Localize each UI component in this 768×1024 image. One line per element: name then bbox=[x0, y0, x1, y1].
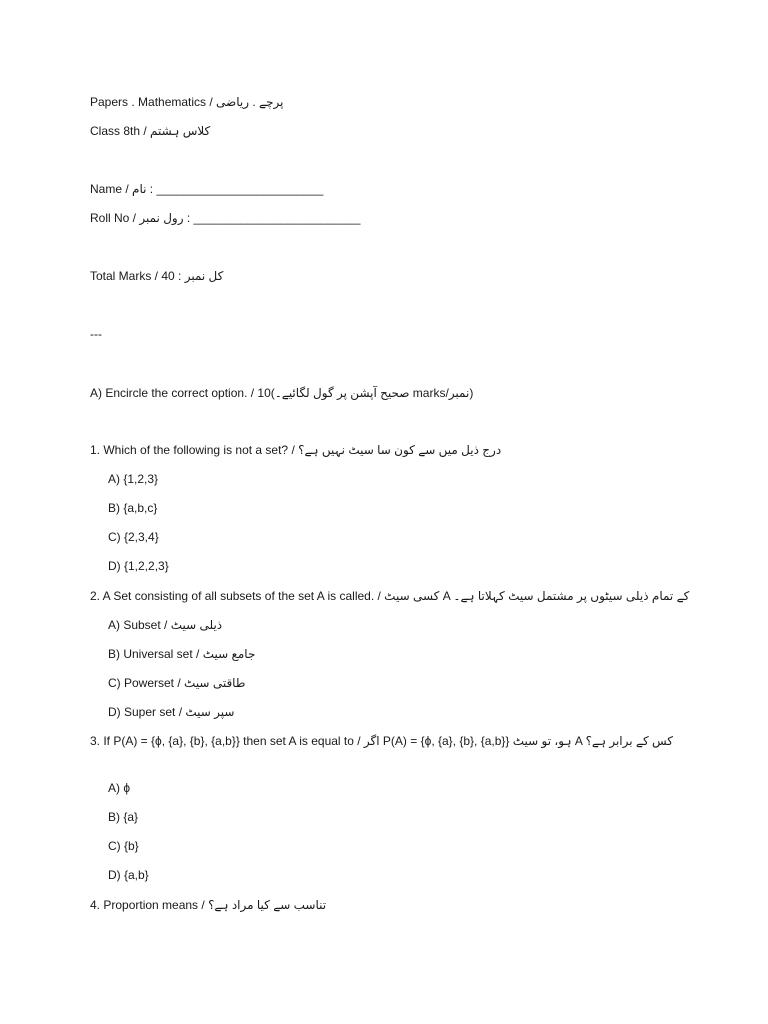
question-option: C) Powerset / طاقتی سیٹ bbox=[108, 676, 246, 690]
question-option: C) {2,3,4} bbox=[108, 530, 159, 544]
question-option: B) {a,b,c} bbox=[108, 501, 158, 515]
question-option: C) {b} bbox=[108, 839, 139, 853]
paper-title: Papers . Mathematics / پرچے . ریاضی bbox=[90, 95, 284, 109]
question-option: D) Super set / سپر سیٹ bbox=[108, 705, 235, 719]
question-option: A) {1,2,3} bbox=[108, 472, 159, 486]
question-text: 2. A Set consisting of all subsets of the set A is called. / کسی سیٹ A کے تمام ذیلی سیٹوں پر مشتمل سیٹ کہلاتا ہے۔ bbox=[90, 589, 690, 603]
total-marks: Total Marks / 40 : کل نمبر bbox=[90, 269, 224, 283]
question-option: A) Subset / ذیلی سیٹ bbox=[108, 618, 223, 632]
question-text: 4. Proportion means / تناسب سے کیا مراد ہے؟ bbox=[90, 898, 327, 912]
question-option: B) {a} bbox=[108, 810, 139, 824]
name-field: Name / نام : _________________________ bbox=[90, 182, 324, 196]
roll-number-field: Roll No / رول نمبر : _________________________ bbox=[90, 211, 361, 225]
question-text: 1. Which of the following is not a set? / درج ذیل میں سے کون سا سیٹ نہیں ہے؟ bbox=[90, 443, 502, 457]
separator: --- bbox=[90, 327, 102, 341]
question-option: D) {a,b} bbox=[108, 868, 149, 882]
class-label: Class 8th / کلاس ہشتم bbox=[90, 124, 211, 138]
question-text: 3. If P(A) = {ϕ, {a}, {b}, {a,b}} then set A is equal to / اگر P(A) = {ϕ, {a}, {b}, {a,b}} ہو، تو سیٹ A کس کے برابر ہے؟ bbox=[90, 734, 674, 748]
question-option: D) {1,2,2,3} bbox=[108, 559, 169, 573]
section-a-heading: A) Encircle the correct option. / 10(صحیح آپشن پر گول لگائیے۔ marks/نمبر) bbox=[90, 386, 474, 400]
question-option: A) ϕ bbox=[108, 781, 131, 795]
question-option: B) Universal set / جامع سیٹ bbox=[108, 647, 256, 661]
